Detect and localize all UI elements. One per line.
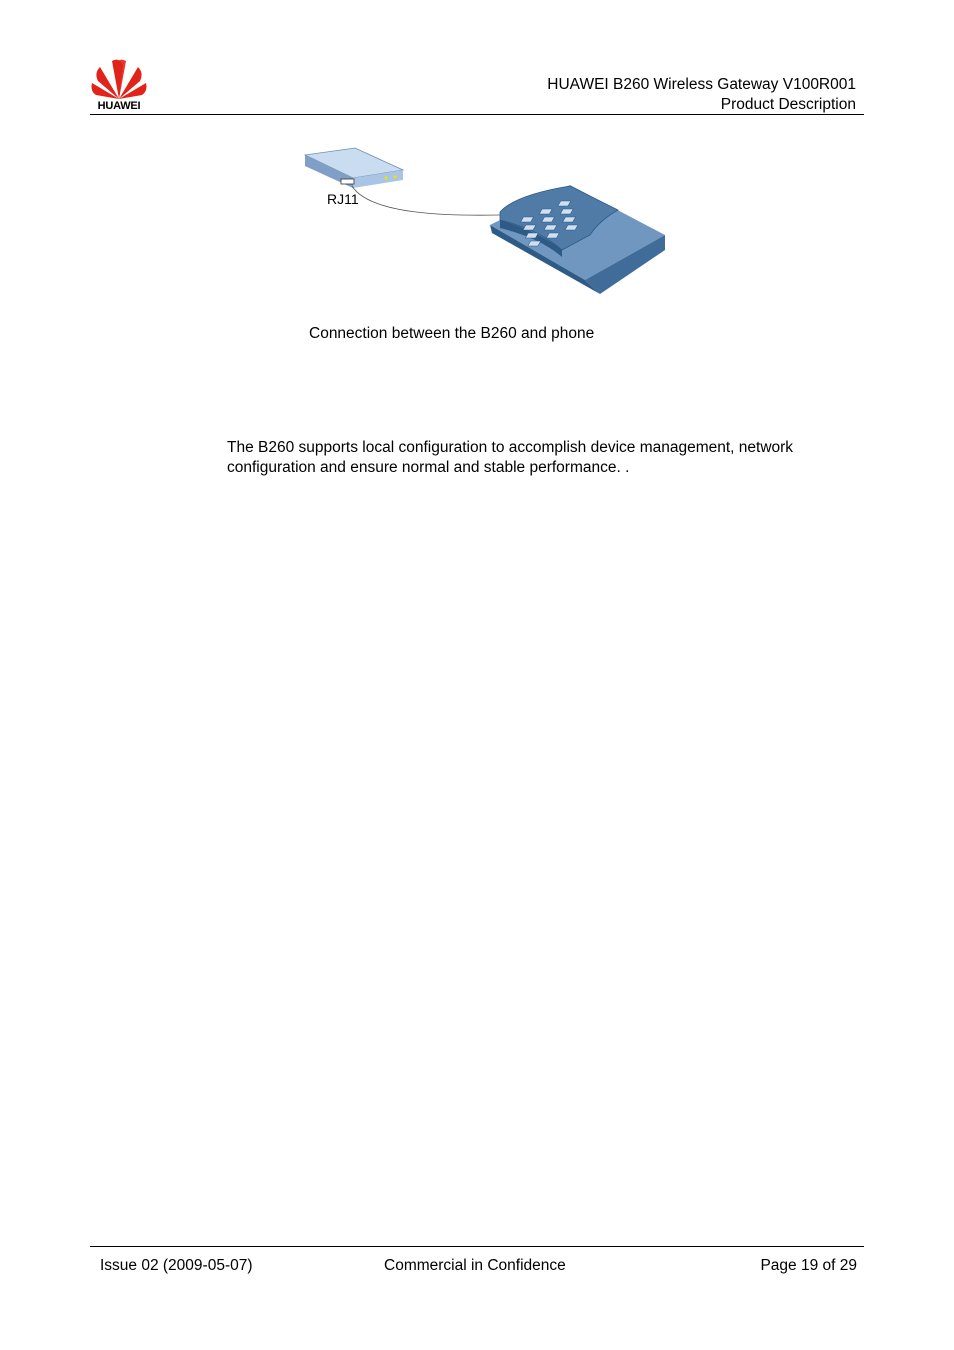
- footer-issue: Issue 02 (2009-05-07): [100, 1257, 253, 1274]
- document-header: [547, 75, 856, 115]
- footer-confidentiality: Commercial in Confidence: [384, 1257, 566, 1274]
- rj11-port-label: RJ11: [327, 191, 359, 207]
- body-paragraph: The B260 supports local configuration to accomplish device management, network configuration and ensure normal and stable performance. .: [227, 439, 794, 476]
- logo-wordmark: HUAWEI: [97, 100, 141, 112]
- phone-icon: [490, 185, 665, 294]
- rj11-cable: [352, 186, 500, 215]
- figure-caption: Connection between the B260 and phone: [309, 325, 595, 342]
- header-divider: [90, 114, 864, 115]
- header-title: HUAWEI B260 Wireless Gateway V100R001: [547, 76, 856, 93]
- footer-divider: [90, 1246, 864, 1247]
- footer-page-number: Page 19 of 29: [760, 1257, 857, 1274]
- connection-diagram: [300, 140, 670, 300]
- header-subtitle: Product Description: [720, 96, 856, 113]
- b260-device-icon: [305, 148, 403, 188]
